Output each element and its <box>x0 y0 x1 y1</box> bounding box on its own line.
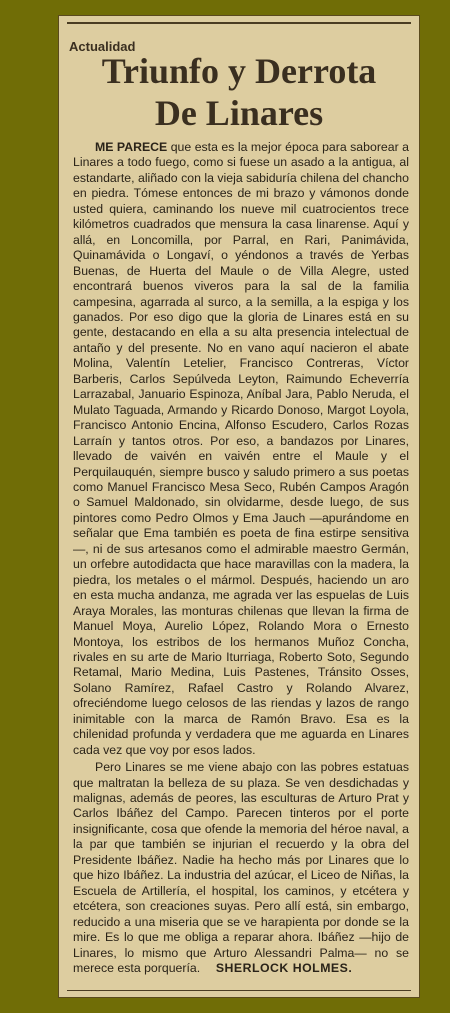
paragraph-2-text: Pero Linares se me viene abajo con las pobres estatuas que maltratan la belleza de su plaza. Se ven desdichadas y malignas, además de peores, las esculturas de Arturo Prat y Carlos Ibáñez del Campo. Parecen tinteros por el porte insignificante, cosa que ofende la memoria del héroe naval, a la par que también se injurian el recuerdo y la obra del Presidente Ibáñez. Nadie ha hecho más por Linares que lo que hizo Ibáñez. La industria del azúcar, el Liceo de Niñas, la Escuela de Artillería, el hospital, los caminos, y etcétera y etcétera, son creaciones suyas. Pero allí está, sin embargo, reducido a una miseria que se ve harapienta por donde se la mire. Es lo que me obliga a reparar ahora. Ibáñez —hijo de Linares, lo mismo que Arturo Alessandri Palma— no se merece esta porquería. <box>73 760 409 976</box>
headline <box>59 50 419 134</box>
newspaper-clipping <box>58 15 420 998</box>
paragraph-2 <box>73 760 409 976</box>
top-rule <box>67 22 411 24</box>
bottom-rule <box>67 990 411 991</box>
lead-in: ME PARECE <box>95 140 168 154</box>
headline-line-2: De Linares <box>154 93 324 133</box>
paragraph-1-text: que esta es la mejor época para saborear a Linares a todo fuego, como si fuese un asado a la antigua, al estandarte, aliñado con la vieja sabiduría chilena del chancho en piedra. Tómese entonces de mi brazo y vámonos donde usted quiera, caminando los nueve mil cuatrocientos trece kilómetros cuadrados que mensura la casa linarense. Aquí y allá, en Loncomilla, por Parral, en Rari, Panimávida, Quinamávida o Longaví, o yéndonos a través de Yerbas Buenas, de Huerta del Maule o de Villa Alegre, usted encontrará buenos viveros para la sal de la familia campesina, agarrada al surco, a la semilla, a la espiga y los ganados. Por eso digo que la gloria de Linares está en su gente, destacando en ella a su alta presencia intelectual de antaño y del presente. No en vano aquí nacieron el abate Molina, Valentín Letelier, Francisco Contreras, Víctor Barberis, Carlos Sepúlveda Leyton, Raimundo Echeverría Larrazabal, Januario Espinoza, Aníbal Jara, Pablo Neruda, el Mulato Taguada, Armando y Ricardo Donoso, Margot Loyola, Francisco Antonio Encina, Alfonso Escudero, Carlos Rozas Larraín y tantos otros. Por eso, a bandazos por Linares, llevado de vaivén en vaivén entre el Maule y el Perquilauquén, siempre busco y saludo primero a sus poetas como Manuel Francisco Mesa Seco, Rubén Campos Aragón o Samuel Maldonado, sin olvidarme, desde luego, de sus pintores como Pedro Olmos y Ema Jauch —apurándome en señalar que Ema también es poeta de fina estirpe sensitiva—, ni de sus artesanos como el admirable maestro Germán, un orfebre autodidacta que hace maravillas con la madera, la piedra, los metales o el mármol. Después, haciendo un aro en esta mucha andanza, me agrada ver las espuelas de Luis Araya Morales, las monturas chilenas que llevan la firma de Manuel Moya, Aurelio López, Rolando Mora o Ernesto Montoya, los estribos de los hermanos Muñoz Concha, rivales en su arte de Mario Iturriaga, Roberto Soto, Segundo Retamal, Mario Medina, Luis Pastenes, Tránsito Osses, Solano Ramírez, Rafael Castro y Rolando Alvarez, ofreciéndome luego celosos de las riendas y lazos de rango inimitable con la marca de Ramón Bravo. Esa es la chilenidad profunda y verdadera que me aguarda en Linares cada vez que voy por esos lados. <box>73 140 409 757</box>
section-label: Actualidad <box>69 39 136 54</box>
article-body <box>73 140 409 976</box>
signature: SHERLOCK HOLMES. <box>215 961 353 976</box>
paragraph-1 <box>73 140 409 758</box>
headline-line-1: Triunfo y Derrota <box>101 51 377 91</box>
